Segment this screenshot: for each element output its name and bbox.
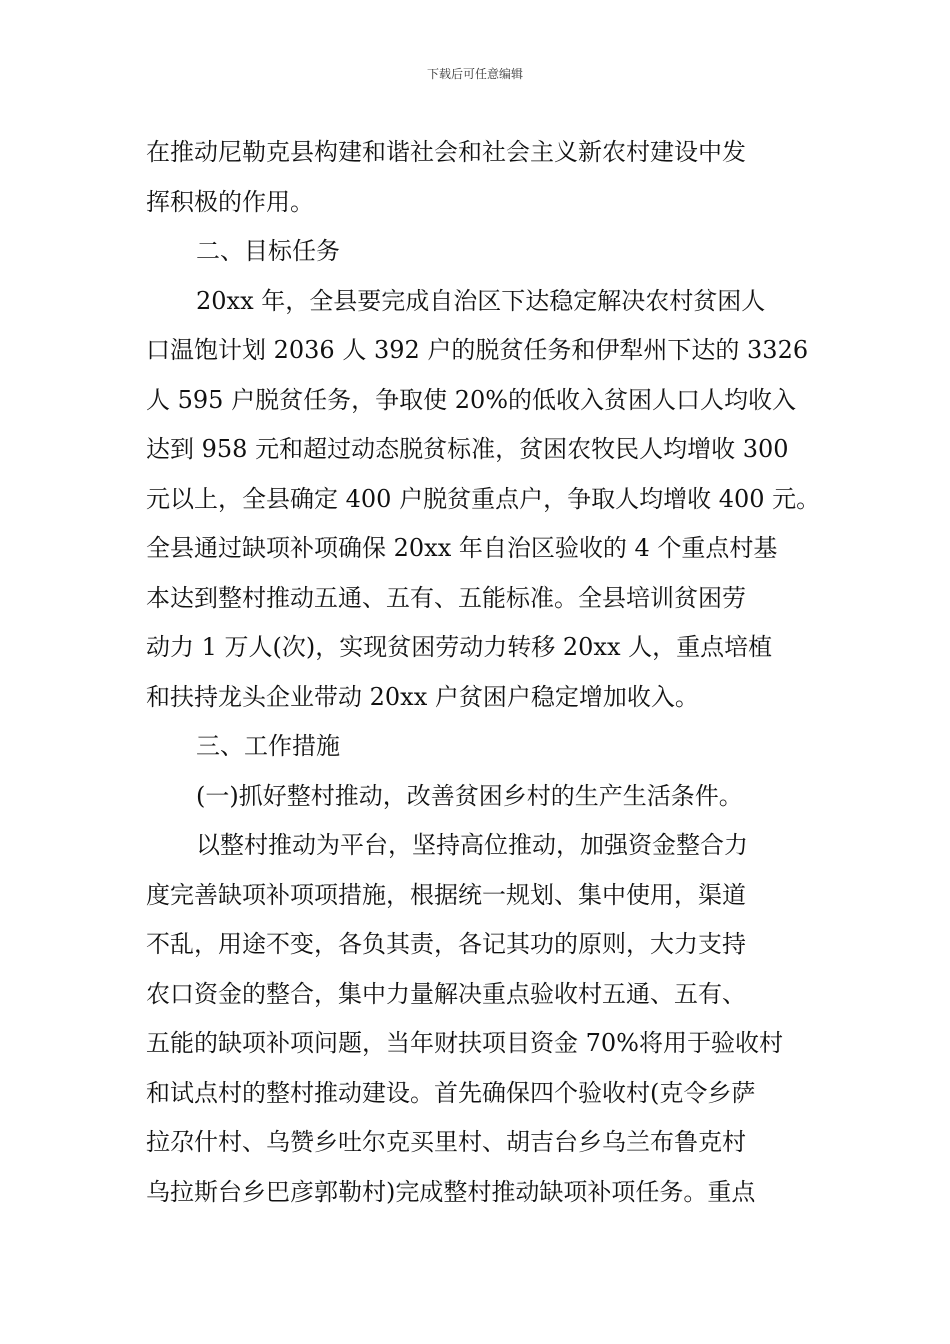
document-body bbox=[146, 128, 826, 1217]
text-line: 拉尕什村、乌赞乡吐尔克买里村、胡吉台乡乌兰布鲁克村 bbox=[146, 1128, 746, 1156]
text-line: (一)抓好整村推动，改善贫困乡村的生产生活条件。 bbox=[196, 781, 743, 810]
text-line: 动力 1 万人(次)，实现贫困劳动力转移 20xx 人，重点培植 bbox=[146, 633, 773, 661]
page-header: 下载后可任意编辑 bbox=[426, 67, 523, 81]
text-line: 五能的缺项补项问题，当年财扶项目资金 70%将用于验收村 bbox=[146, 1029, 783, 1057]
text-line: 挥积极的作用。 bbox=[146, 187, 314, 216]
text-line: 和扶持龙头企业带动 20xx 户贫困户稳定增加收入。 bbox=[146, 682, 699, 711]
text-line: 在推动尼勒克县构建和谐社会和社会主义新农村建设中发 bbox=[146, 138, 746, 166]
text-line: 口温饱计划 2036 人 392 户的脱贫任务和伊犁州下达的 3326 bbox=[146, 336, 809, 364]
text-line: 达到 958 元和超过动态脱贫标准，贫困农牧民人均增收 300 bbox=[146, 435, 789, 463]
text-line: 本达到整村推动五通、五有、五能标准。全县培训贫困劳 bbox=[146, 583, 746, 612]
text-line: 20xx 年，全县要完成自治区下达稳定解决农村贫困人 bbox=[196, 286, 766, 315]
text-line: 不乱，用途不变，各负其责，各记其功的原则，大力支持 bbox=[146, 930, 746, 958]
text-line: 元以上，全县确定 400 户脱贫重点户，争取人均增收 400 元。 bbox=[146, 484, 821, 513]
text-line: 乌拉斯台乡巴彦郭勒村)完成整村推动缺项补项任务。重点 bbox=[146, 1177, 756, 1206]
text-line: 度完善缺项补项项措施，根据统一规划、集中使用，渠道 bbox=[146, 880, 746, 909]
text-line: 农口资金的整合，集中力量解决重点验收村五通、五有、 bbox=[146, 979, 746, 1008]
text-line: 以整村推动为平台，坚持高位推动，加强资金整合力 bbox=[196, 831, 748, 859]
text-line: 二、目标任务 bbox=[196, 237, 340, 265]
text-line: 全县通过缺项补项确保 20xx 年自治区验收的 4 个重点村基 bbox=[146, 534, 778, 562]
text-line: 三、工作措施 bbox=[196, 732, 340, 760]
text-line: 和试点村的整村推动建设。首先确保四个验收村(克令乡萨 bbox=[146, 1078, 756, 1107]
text-line: 人 595 户脱贫任务，争取使 20%的低收入贫困人口人均收入 bbox=[146, 385, 797, 414]
